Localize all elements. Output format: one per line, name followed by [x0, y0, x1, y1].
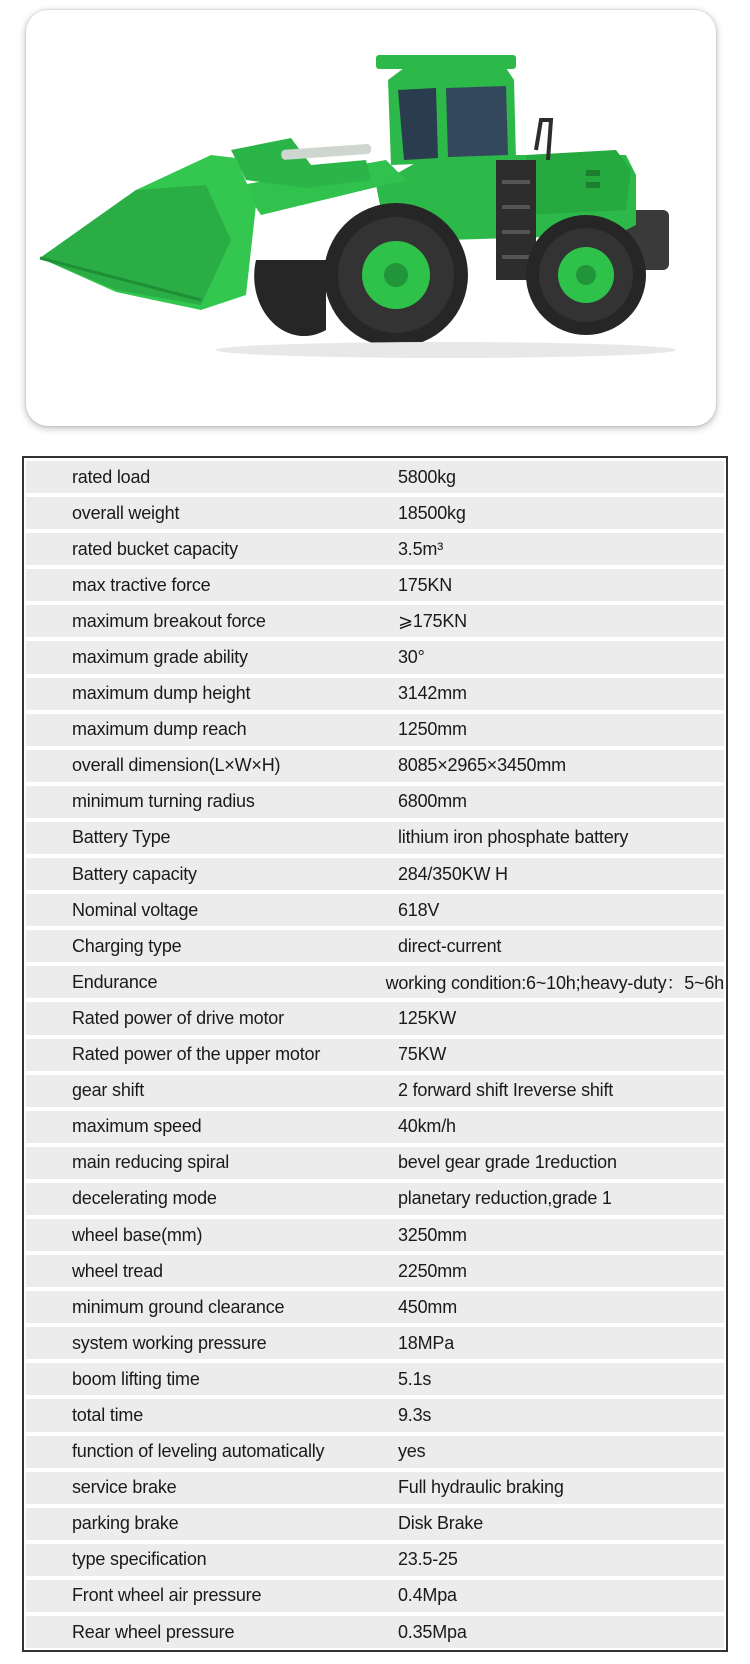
spec-label: system working pressure [72, 1332, 267, 1353]
spec-label: Battery capacity [72, 863, 197, 884]
spec-value: Full hydraulic braking [398, 1477, 564, 1498]
spec-label: max tractive force [72, 574, 211, 595]
spec-value: 75KW [398, 1044, 447, 1065]
spec-value: 18500kg [398, 502, 466, 523]
spec-row [26, 605, 724, 637]
spec-row [26, 1219, 724, 1251]
spec-row [26, 1183, 724, 1215]
spec-row [26, 1039, 724, 1071]
spec-label: parking brake [72, 1513, 179, 1534]
spec-label: Charging type [72, 935, 182, 956]
spec-row [26, 966, 724, 998]
spec-row [26, 1436, 724, 1468]
spec-label: Front wheel air pressure [72, 1585, 262, 1606]
spec-row [26, 497, 724, 529]
spec-label: wheel base(mm) [72, 1224, 203, 1245]
spec-label: Battery Type [72, 827, 171, 848]
spec-value: 284/350KW H [398, 863, 508, 884]
spec-value: 3142mm [398, 683, 467, 704]
spec-label: wheel tread [72, 1260, 163, 1281]
spec-value: 18MPa [398, 1332, 455, 1353]
spec-value: 0.35Mpa [398, 1621, 467, 1642]
spec-value: working condition:6~10h;heavy-duty：5~6h [385, 973, 724, 994]
spec-label: Rated power of the upper motor [72, 1044, 321, 1065]
spec-label: maximum grade ability [72, 647, 248, 668]
spec-row [26, 1147, 724, 1179]
spec-label: service brake [72, 1477, 177, 1498]
spec-value: 3.5m³ [398, 538, 444, 559]
specifications-table [22, 456, 728, 1652]
spec-value: 5800kg [398, 466, 456, 487]
spec-row [26, 1075, 724, 1107]
spec-row [26, 1580, 724, 1612]
spec-row [26, 1255, 724, 1287]
spec-row [26, 894, 724, 926]
spec-value: bevel gear grade 1reduction [398, 1152, 617, 1173]
spec-value: Disk Brake [398, 1513, 484, 1534]
spec-label: main reducing spiral [72, 1152, 230, 1173]
spec-label: type specification [72, 1549, 207, 1570]
spec-label: maximum dump height [72, 683, 251, 704]
spec-value: 2250mm [398, 1260, 467, 1281]
spec-row [26, 786, 724, 818]
spec-label: maximum breakout force [72, 610, 266, 631]
spec-value: planetary reduction,grade 1 [398, 1188, 612, 1209]
spec-value: 125KW [398, 1007, 457, 1028]
spec-row [26, 678, 724, 710]
spec-value: 175KN [398, 574, 453, 595]
spec-row [26, 641, 724, 673]
spec-label: overall dimension(L×W×H) [72, 755, 281, 776]
spec-label: total time [72, 1404, 144, 1425]
spec-value: yes [398, 1441, 426, 1462]
spec-row [26, 822, 724, 854]
spec-row [26, 714, 724, 746]
spec-value: 618V [398, 899, 440, 920]
spec-row [26, 858, 724, 890]
spec-label: minimum ground clearance [72, 1296, 285, 1317]
spec-row [26, 533, 724, 565]
wheel-loader-illustration [26, 10, 716, 426]
spec-label: gear shift [72, 1080, 145, 1101]
spec-row [26, 1363, 724, 1395]
spec-value: 450mm [398, 1296, 458, 1317]
spec-value: 9.3s [398, 1404, 432, 1425]
spec-value: 6800mm [398, 791, 467, 812]
spec-value: 23.5-25 [398, 1549, 458, 1570]
spec-label: rated bucket capacity [72, 538, 238, 559]
spec-value: 3250mm [398, 1224, 467, 1245]
spec-value: 8085×2965×3450mm [398, 755, 566, 776]
spec-row [26, 750, 724, 782]
spec-value: 2 forward shift Ireverse shift [398, 1080, 614, 1101]
spec-label: overall weight [72, 502, 180, 523]
spec-value: direct-current [398, 935, 502, 956]
spec-row [26, 1508, 724, 1540]
spec-row [26, 1002, 724, 1034]
spec-value: 0.4Mpa [398, 1585, 457, 1606]
spec-value: lithium iron phosphate battery [398, 827, 629, 848]
spec-value: ⩾175KN [398, 610, 467, 631]
spec-value: 5.1s [398, 1368, 432, 1389]
spec-row [26, 461, 724, 493]
spec-label: Rated power of drive motor [72, 1007, 284, 1028]
spec-value: 40km/h [398, 1116, 456, 1137]
spec-row [26, 1291, 724, 1323]
spec-row [26, 1111, 724, 1143]
spec-value: 30° [398, 647, 425, 668]
spec-label: Nominal voltage [72, 899, 199, 920]
spec-label: decelerating mode [72, 1188, 217, 1209]
product-photo-card [26, 10, 716, 426]
spec-label: Rear wheel pressure [72, 1621, 235, 1642]
spec-row [26, 1399, 724, 1431]
spec-row [26, 1616, 724, 1648]
spec-row [26, 1327, 724, 1359]
spec-row [26, 1544, 724, 1576]
spec-row [26, 930, 724, 962]
spec-label: Endurance [72, 971, 158, 992]
spec-row [26, 1472, 724, 1504]
spec-row [26, 569, 724, 601]
spec-label: maximum speed [72, 1116, 202, 1137]
spec-label: function of leveling automatically [72, 1441, 325, 1462]
spec-label: boom lifting time [72, 1368, 200, 1389]
spec-value: 1250mm [398, 719, 467, 740]
spec-label: rated load [72, 466, 151, 487]
spec-label: minimum turning radius [72, 791, 255, 812]
spec-label: maximum dump reach [72, 719, 247, 740]
